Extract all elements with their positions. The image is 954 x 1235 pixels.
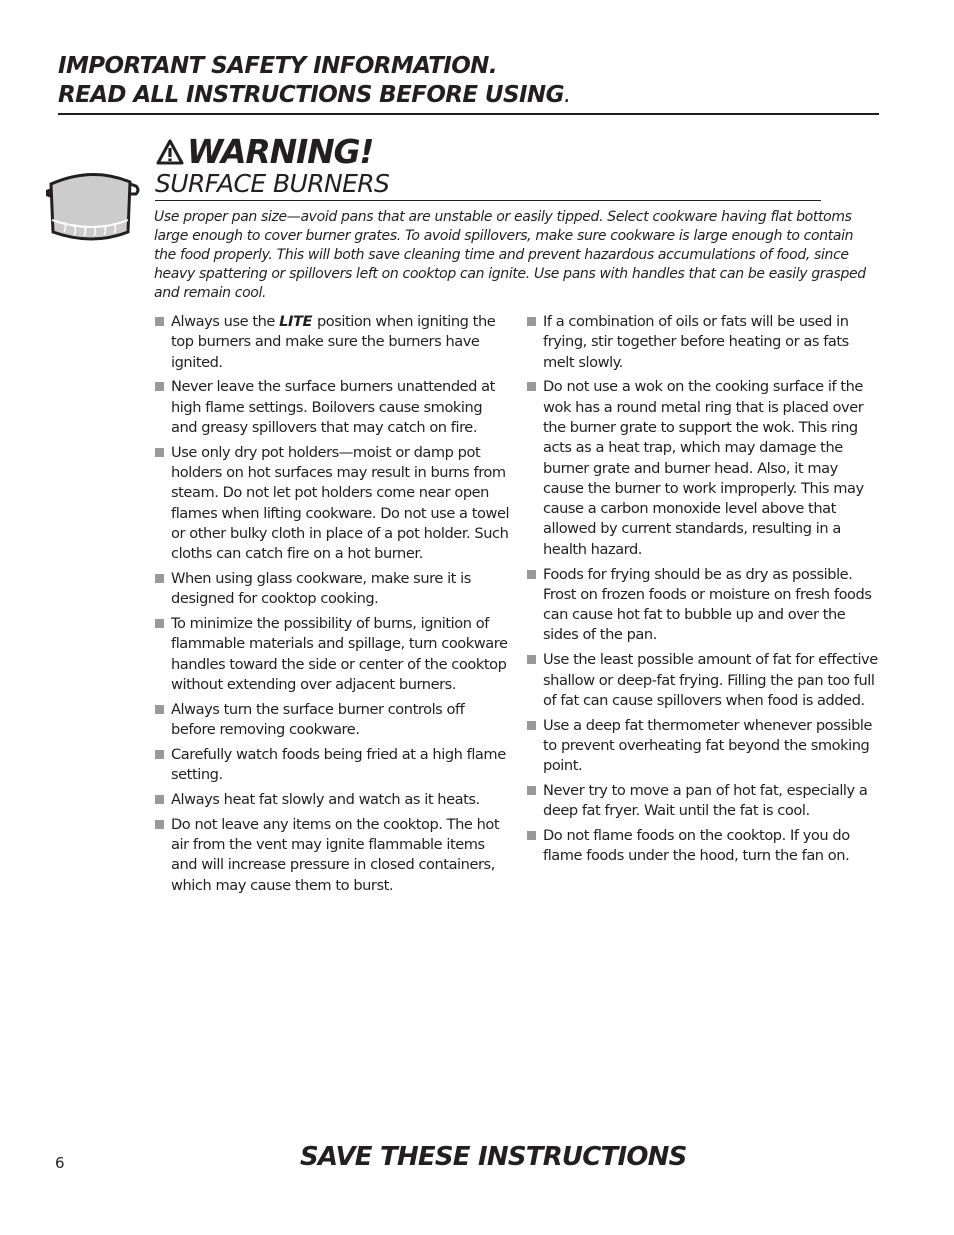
list-item: Always heat fat slowly and watch as it heats. — [155, 790, 510, 810]
list-item: Always turn the surface burner controls off before removing cookware. — [155, 700, 510, 741]
list-item: To minimize the possibility of burns, ignition of flammable materials and spillage, turn cookware handles toward the side or center of the cooktop without extending over adjacent burners. — [155, 614, 510, 695]
header-line-1: IMPORTANT SAFETY INFORMATION. — [58, 53, 497, 79]
bullet — [527, 721, 536, 730]
warning-title: WARNING! — [187, 132, 374, 171]
cooking-pot-icon — [44, 158, 140, 250]
list-item: Carefully watch foods being fried at a high flame setting. — [155, 745, 510, 786]
section-title: SURFACE BURNERS — [155, 168, 821, 201]
bullet — [527, 382, 536, 391]
bullet — [527, 786, 536, 795]
right-column — [527, 312, 882, 871]
bullet — [527, 570, 536, 579]
header-line-2: READ ALL INSTRUCTIONS BEFORE USING. — [58, 82, 571, 108]
bullet — [527, 655, 536, 664]
bullet — [527, 831, 536, 840]
page-header — [58, 52, 879, 115]
bullet — [155, 382, 164, 391]
bullet — [155, 448, 164, 457]
warning-triangle-icon — [156, 139, 184, 165]
list-item: Use a deep fat thermometer whenever possible to prevent overheating fat beyond the smoking point. — [527, 716, 882, 777]
bullet — [155, 705, 164, 714]
bullet — [155, 619, 164, 628]
list-item: Use only dry pot holders—moist or damp pot holders on hot surfaces may result in burns from steam. Do not let pot holders come near open flames when lifting cookware. Do not use a towel or other bulky cloth in place of a pot holder. Such cloths can catch fire on a hot burner. — [155, 443, 510, 565]
footer-title: SAVE THESE INSTRUCTIONS — [300, 1142, 687, 1172]
intro-paragraph: Use proper pan size—avoid pans that are unstable or easily tipped. Select cookware having flat bottoms large enough to cover burner grates. To avoid spillovers, make sure cookware is large enough to contain the food properly. This will both save cleaning time and prevent hazardous accumulations of food, since heavy spattering or spillovers left on cooktop can ignite. Use pans with handles that can be easily grasped and remain cool. — [154, 209, 866, 301]
list-item: Do not use a wok on the cooking surface if the wok has a round metal ring that is placed over the burner grate to support the wok. This ring acts as a heat trap, which may damage the burner grate and burner head. Also, it may cause the burner to work improperly. This may cause a carbon monoxide level above that allowed by current standards, resulting in a health hazard. — [527, 377, 882, 560]
bullet — [155, 574, 164, 583]
list-item: Never try to move a pan of hot fat, especially a deep fat fryer. Wait until the fat is cool. — [527, 781, 882, 822]
bullet — [155, 820, 164, 829]
list-item: Do not leave any items on the cooktop. The hot air from the vent may ignite flammable items and will increase pressure in closed containers, which may cause them to burst. — [155, 815, 510, 896]
list-item: Foods for frying should be as dry as possible. Frost on frozen foods or moisture on fresh foods can cause hot fat to bubble up and over the sides of the pan. — [527, 565, 882, 646]
list-item: When using glass cookware, make sure it is designed for cooktop cooking. — [155, 569, 510, 610]
list-item: Use the least possible amount of fat for effective shallow or deep-fat frying. Filling the pan too full of fat can cause spillovers when food is added. — [527, 650, 882, 711]
left-column — [155, 312, 510, 901]
bullet — [155, 795, 164, 804]
lite-label: LITE — [279, 313, 312, 330]
list-item: If a combination of oils or fats will be used in frying, stir together before heating or as fats melt slowly. — [527, 312, 882, 373]
page-number: 6 — [55, 1154, 65, 1172]
bullet — [527, 317, 536, 326]
list-item: Always use the LITE position when igniting the top burners and make sure the burners have ignited. — [155, 312, 510, 373]
bullet — [155, 750, 164, 759]
list-item: Never leave the surface burners unattended at high flame settings. Boilovers cause smoking and greasy spillovers that may catch on fire. — [155, 377, 510, 438]
bullet — [155, 317, 164, 326]
warning-heading — [156, 131, 373, 173]
list-item: Do not flame foods on the cooktop. If you do flame foods under the hood, turn the fan on. — [527, 826, 882, 867]
